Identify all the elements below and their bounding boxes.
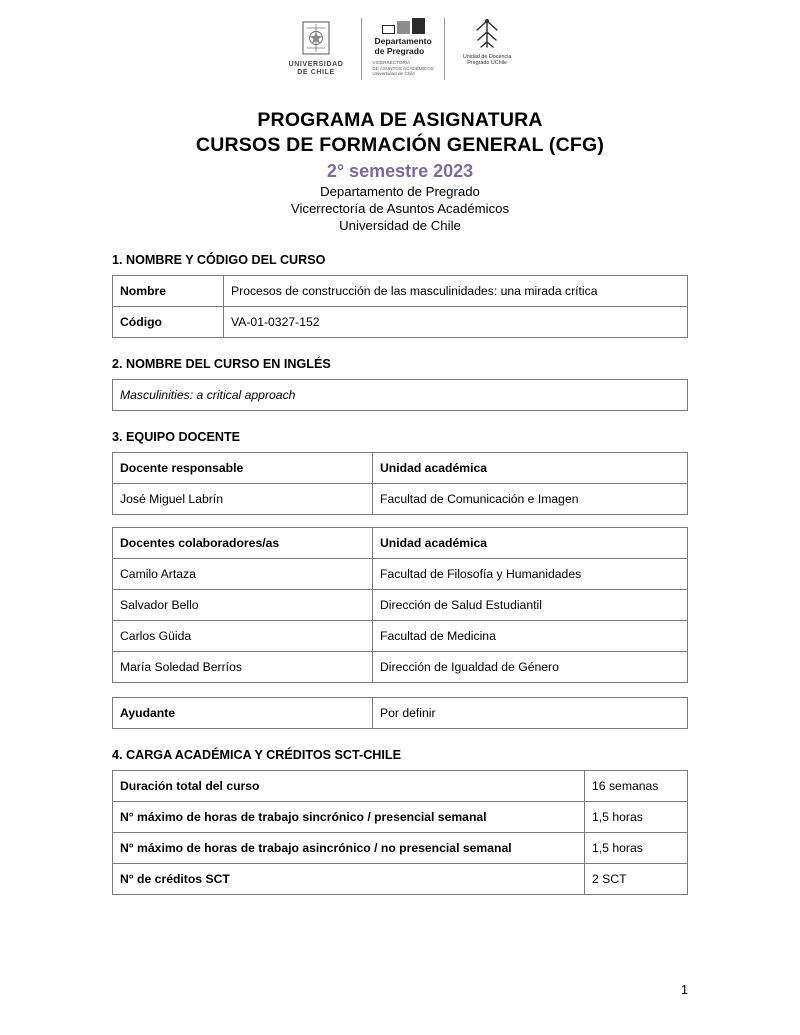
load-value: 1,5 horas xyxy=(585,833,688,864)
load-value: 2 SCT xyxy=(585,864,688,895)
load-label: N° máximo de horas de trabajo asincrónico / no presencial semanal xyxy=(113,833,585,864)
pregrado-bars-icon xyxy=(382,18,425,34)
collaborator-unit: Facultad de Medicina xyxy=(373,621,688,652)
universidad-de-chile-logo xyxy=(289,18,344,77)
collaborator-name: María Soledad Berríos xyxy=(113,652,373,683)
collaborator-unit: Dirección de Salud Estudiantil xyxy=(373,590,688,621)
collaborating-teachers-table xyxy=(112,527,688,683)
load-label: N° de créditos SCT xyxy=(113,864,585,895)
table-row xyxy=(113,652,688,683)
section-1-title: 1. NOMBRE Y CÓDIGO DEL CURSO xyxy=(112,253,326,267)
assistant-value: Por definir xyxy=(373,698,688,729)
lead-teacher-unit-header: Unidad académica xyxy=(373,453,688,484)
collaborator-name: Salvador Bello xyxy=(113,590,373,621)
course-english-name-table xyxy=(112,379,688,411)
table-row xyxy=(113,621,688,652)
uch-logo-line1: UNIVERSIDAD xyxy=(288,61,344,68)
assistant-table xyxy=(112,697,688,729)
departamento-de-pregrado-logo xyxy=(361,18,444,80)
header-logos xyxy=(112,18,688,94)
course-english-name-value: Masculinities: a critical approach xyxy=(113,380,688,411)
assistant-label: Ayudante xyxy=(113,698,373,729)
course-code-label: Código xyxy=(113,307,224,338)
lead-teacher-name: José Miguel Labrín xyxy=(113,484,373,515)
table-row xyxy=(113,307,688,338)
dep-logo-line1: Departamento xyxy=(374,36,432,46)
collaborator-name: Carlos Güida xyxy=(113,621,373,652)
dep-logo-sub1: VICERRECTORÍA xyxy=(372,60,411,65)
page-subtitle-3: Universidad de Chile xyxy=(339,218,461,233)
collaborator-unit: Facultad de Filosofía y Humanidades xyxy=(373,559,688,590)
load-label: Duración total del curso xyxy=(113,771,585,802)
load-label: N° máximo de horas de trabajo sincrónico / presencial semanal xyxy=(113,802,585,833)
table-row xyxy=(113,864,688,895)
table-spacer xyxy=(112,515,688,527)
university-crest-icon xyxy=(299,18,333,58)
load-value: 16 semanas xyxy=(585,771,688,802)
section-3-title: 3. EQUIPO DOCENTE xyxy=(112,430,241,444)
section-4-title: 4. CARGA ACADÉMICA Y CRÉDITOS SCT-CHILE xyxy=(112,748,401,762)
docencia-mark-icon xyxy=(471,18,503,50)
collaborator-name: Camilo Artaza xyxy=(113,559,373,590)
section-2-title: 2. NOMBRE DEL CURSO EN INGLÉS xyxy=(112,357,331,371)
table-row xyxy=(113,380,688,411)
table-row xyxy=(113,698,688,729)
academic-load-table xyxy=(112,770,688,895)
lead-teacher-table xyxy=(112,452,688,515)
course-name-code-table xyxy=(112,275,688,338)
page-title-line1: PROGRAMA DE ASIGNATURA xyxy=(257,109,543,131)
dep-logo-line2: de Pregrado xyxy=(374,45,425,56)
lead-teacher-header: Docente responsable xyxy=(113,453,373,484)
table-row xyxy=(113,590,688,621)
ud-logo-line2: Pregrado UChile xyxy=(467,60,508,67)
course-name-label: Nombre xyxy=(113,276,224,307)
page-title-semester: 2° semestre 2023 xyxy=(326,161,474,181)
page-title-line2: CURSOS DE FORMACIÓN GENERAL (CFG) xyxy=(195,134,605,156)
collaborators-unit-header: Unidad académica xyxy=(373,528,688,559)
collaborator-unit: Dirección de Igualdad de Género xyxy=(373,652,688,683)
table-header-row xyxy=(113,528,688,559)
table-spacer xyxy=(112,683,688,697)
table-row xyxy=(113,559,688,590)
ud-logo-line1: Unidad de Docencia xyxy=(462,54,512,60)
course-code-value: VA-01-0327-152 xyxy=(224,307,688,338)
course-name-value: Procesos de construcción de las masculinidades: una mirada crítica xyxy=(224,276,688,307)
table-row xyxy=(113,771,688,802)
table-row xyxy=(113,276,688,307)
uch-logo-line2: DE CHILE xyxy=(297,69,335,76)
page-number: 1 xyxy=(681,983,688,997)
page-subtitle-2: Vicerrectoría de Asuntos Académicos xyxy=(290,201,510,216)
table-row xyxy=(113,802,688,833)
dep-logo-sub2: DE ASUNTOS ACADÉMICOS xyxy=(372,65,434,71)
lead-teacher-unit: Facultad de Comunicación e Imagen xyxy=(373,484,688,515)
collaborators-header: Docentes colaboradores/as xyxy=(113,528,373,559)
table-row xyxy=(113,833,688,864)
table-header-row xyxy=(113,453,688,484)
dep-logo-sub3: Universidad de Chile xyxy=(372,71,415,77)
page-subtitle-1: Departamento de Pregrado xyxy=(320,184,480,199)
table-row xyxy=(113,484,688,515)
load-value: 1,5 horas xyxy=(585,802,688,833)
unidad-de-docencia-logo xyxy=(463,18,512,67)
